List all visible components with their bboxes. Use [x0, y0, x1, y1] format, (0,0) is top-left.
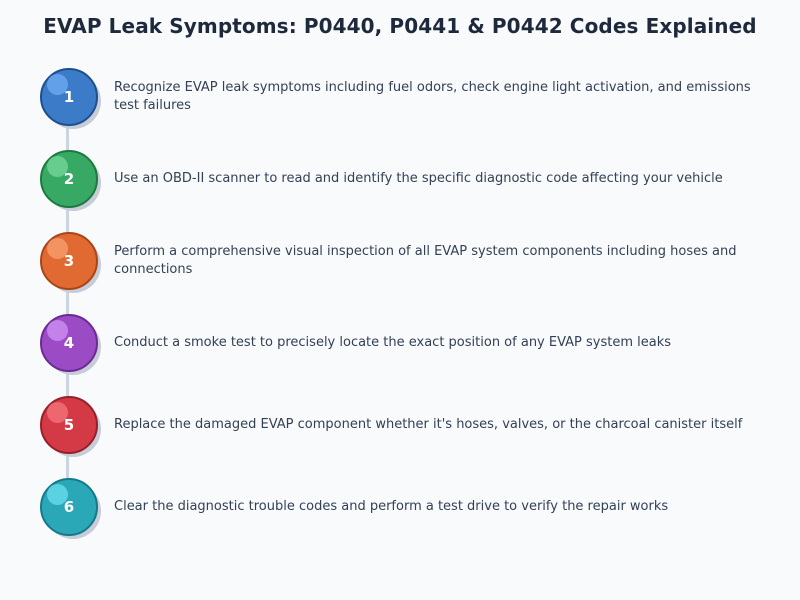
step-3 — [0, 232, 800, 290]
step-3-badge — [40, 232, 98, 290]
step-5 — [0, 396, 800, 454]
step-6 — [0, 478, 800, 536]
step-3-label: Perform a comprehensive visual inspection of all EVAP system components including hoses and connections — [114, 244, 737, 277]
step-1-text — [114, 68, 754, 126]
step-6-label: Clear the diagnostic trouble codes and perform a test drive to verify the repair works — [114, 499, 669, 514]
step-1-badge — [40, 68, 98, 126]
step-4-badge — [40, 314, 98, 372]
step-4-number: 4 — [63, 334, 75, 352]
page-title: EVAP Leak Symptoms: P0440, P0441 & P0442 Codes Explained — [43, 14, 757, 38]
step-2-label: Use an OBD-II scanner to read and identify the specific diagnostic code affecting your vehicle — [114, 171, 723, 186]
step-4 — [0, 314, 800, 372]
step-5-badge — [40, 396, 98, 454]
step-3-text — [114, 232, 754, 290]
step-2-number: 2 — [63, 170, 75, 188]
step-6-number: 6 — [63, 498, 75, 516]
step-5-text — [114, 396, 754, 454]
step-2 — [0, 150, 800, 208]
step-2-badge — [40, 150, 98, 208]
step-3-number: 3 — [63, 252, 75, 270]
step-6-badge — [40, 478, 98, 536]
step-1-label: Recognize EVAP leak symptoms including fuel odors, check engine light activation, and emissions test failures — [114, 80, 751, 113]
step-6-text — [114, 478, 754, 536]
step-5-label: Replace the damaged EVAP component whether it's hoses, valves, or the charcoal canister itself — [114, 417, 743, 432]
step-1 — [0, 68, 800, 126]
step-4-label: Conduct a smoke test to precisely locate the exact position of any EVAP system leaks — [114, 335, 672, 350]
step-2-text — [114, 150, 754, 208]
step-1-number: 1 — [63, 88, 75, 106]
step-5-number: 5 — [63, 416, 75, 434]
step-4-text — [114, 314, 754, 372]
